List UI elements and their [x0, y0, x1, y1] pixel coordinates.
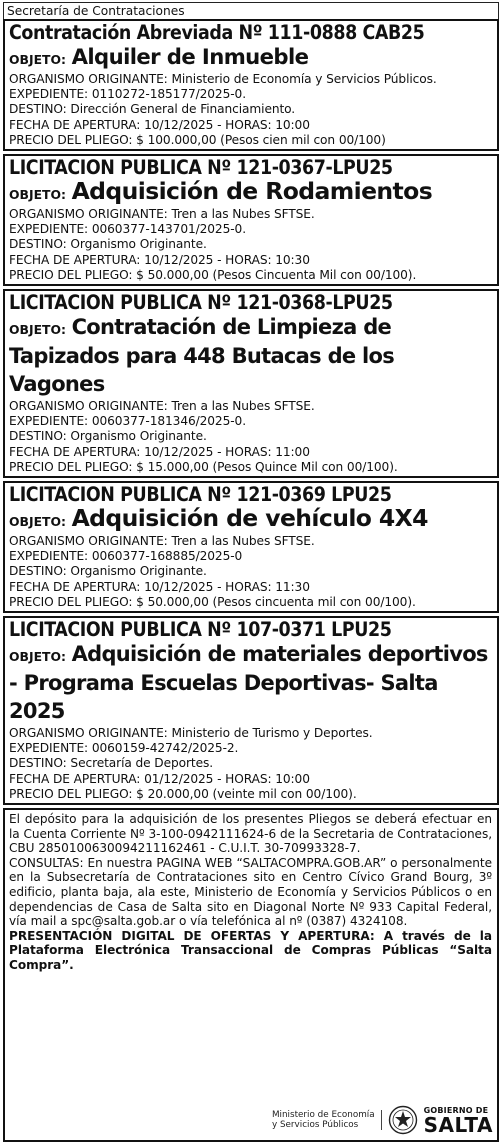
gov-big-text: SALTA: [423, 1112, 493, 1137]
precio-line: PRECIO DEL PLIEGO: $ 50.000,00 (Pesos cincuenta mil con 00/100).: [9, 594, 416, 609]
objeto-text: Adquisición de materiales deportivos - Programa Escuelas Deportivas- Salta 2025: [9, 642, 488, 724]
objeto-text: Adquisición de vehículo 4X4: [71, 504, 428, 533]
objeto-text: Contratación de Limpieza de Tapizados para 448 Butacas de los Vagones: [9, 315, 395, 397]
government-logo: [424, 1106, 493, 1135]
destino-line: DESTINO: Secretaría de Deportes.: [9, 756, 213, 771]
salta-seal-icon: [388, 1105, 418, 1135]
notice-block: [3, 19, 499, 151]
notice-title: LICITACION PUBLICA Nº 121-0368-LPU25: [9, 291, 393, 315]
notice-block: [3, 481, 499, 613]
notice-title: Contratación Abreviada Nº 111-0888 CAB25: [9, 21, 425, 44]
precio-line: PRECIO DEL PLIEGO: $ 20.000,00 (veinte mil con 00/100).: [9, 786, 357, 801]
deposito-paragraph: El depósito para la adquisición de los presentes Pliegos se deberá efectuar en la Cuenta Corriente Nº 3-100-0942111624-6 de la Secretaria de Contrataciones, CBU 2850100630094211162461 - C.U.I.T. 30-70993328-7.: [9, 812, 492, 856]
expediente-line: EXPEDIENTE: 0060159-42742/2025-2.: [9, 741, 239, 756]
notice-block: [3, 616, 499, 805]
organismo-line: ORGANISMO ORIGINANTE: Tren a las Nubes SFTSE.: [9, 207, 315, 222]
objeto-text: Adquisición de Rodamientos: [71, 177, 433, 206]
notice-objeto: [9, 314, 491, 399]
organismo-line: ORGANISMO ORIGINANTE: Tren a las Nubes SFTSE.: [9, 399, 315, 414]
notice-objeto: [9, 179, 491, 207]
ministry-line-1: Ministerio de Economía: [271, 1110, 375, 1121]
destino-line: DESTINO: Dirección General de Financiamiento.: [9, 102, 296, 117]
expediente-line: EXPEDIENTE: 0060377-143701/2025-0.: [9, 222, 246, 237]
expediente-line: EXPEDIENTE: 0110272-185177/2025-0.: [9, 87, 246, 102]
precio-line: PRECIO DEL PLIEGO: $ 50.000,00 (Pesos Cincuenta Mil con 00/100).: [9, 267, 417, 282]
notice-block: [3, 154, 499, 286]
organismo-line: ORGANISMO ORIGINANTE: Ministerio de Economía y Servicios Públicos.: [9, 72, 437, 86]
precio-line: PRECIO DEL PLIEGO: $ 100.000,00 (Pesos cien mil con 00/100): [9, 132, 386, 147]
notice-title: LICITACION PUBLICA Nº 121-0367-LPU25: [9, 156, 393, 180]
fecha-line: FECHA DE APERTURA: 10/12/2025 - HORAS: 10:30: [9, 252, 310, 267]
precio-line: PRECIO DEL PLIEGO: $ 15.000,00 (Pesos Quince Mil con 00/100).: [9, 459, 398, 474]
expediente-line: EXPEDIENTE: 0060377-181346/2025-0.: [9, 414, 246, 429]
notice-objeto: [9, 506, 491, 534]
gov-small-text: GOBIERNO DE: [423, 1105, 489, 1115]
notice-objeto: [9, 641, 491, 726]
objeto-label: OBJETO:: [9, 322, 66, 338]
footer-logos: [272, 1105, 493, 1135]
destino-line: DESTINO: Organismo Originante.: [9, 237, 207, 252]
ministry-line-2: y Servicios Públicos: [271, 1120, 359, 1131]
fecha-line: FECHA DE APERTURA: 10/12/2025 - HORAS: 10:00: [9, 117, 310, 132]
fecha-line: FECHA DE APERTURA: 10/12/2025 - HORAS: 11:30: [9, 579, 310, 594]
objeto-label: OBJETO:: [9, 649, 66, 665]
objeto-label: OBJETO:: [9, 514, 66, 530]
notice-title: LICITACION PUBLICA Nº 107-0371 LPU25: [9, 618, 392, 642]
consultas-paragraph: CONSULTAS: En nuestra PAGINA WEB “SALTACOMPRA.GOB.AR” o personalmente en la Subsecretaría de Contrataciones sito en Centro Cívico Grand Bourg, 3º edificio, planta baja, ala este, Ministerio de Economía y Servicios Públicos o en dependencias de Casa de Salta sito en Diagonal Norte Nº 933 Capital Federal, vía mail a spc@salta.gob.ar o vía telefónica al nº (0387) 4324108.: [9, 855, 492, 929]
notice-title: LICITACION PUBLICA Nº 121-0369 LPU25: [9, 483, 392, 507]
fecha-line: FECHA DE APERTURA: 10/12/2025 - HORAS: 11:00: [9, 444, 310, 459]
fecha-line: FECHA DE APERTURA: 01/12/2025 - HORAS: 10:00: [9, 771, 310, 786]
organismo-line: ORGANISMO ORIGINANTE: Ministerio de Turismo y Deportes.: [9, 726, 373, 741]
ministry-logo: [272, 1110, 382, 1130]
destino-line: DESTINO: Organismo Originante.: [9, 429, 207, 444]
organismo-line: ORGANISMO ORIGINANTE: Tren a las Nubes SFTSE.: [9, 534, 315, 549]
notice-block: [3, 289, 499, 478]
destino-line: DESTINO: Organismo Originante.: [9, 564, 207, 579]
expediente-line: EXPEDIENTE: 0060377-168885/2025-0: [9, 549, 243, 564]
objeto-label: OBJETO:: [9, 52, 66, 67]
objeto-label: OBJETO:: [9, 187, 66, 203]
footer-info: [3, 808, 499, 1142]
objeto-text: Alquiler de Inmueble: [71, 44, 309, 69]
presentacion-paragraph: PRESENTACIÓN DIGITAL DE OFERTAS Y APERTURA: A través de la Plataforma Electrónica Transaccional de Compras Públicas “Salta Compra”.: [9, 928, 492, 973]
notice-objeto: [9, 44, 491, 72]
section-header: Secretaría de Contrataciones: [3, 2, 499, 19]
